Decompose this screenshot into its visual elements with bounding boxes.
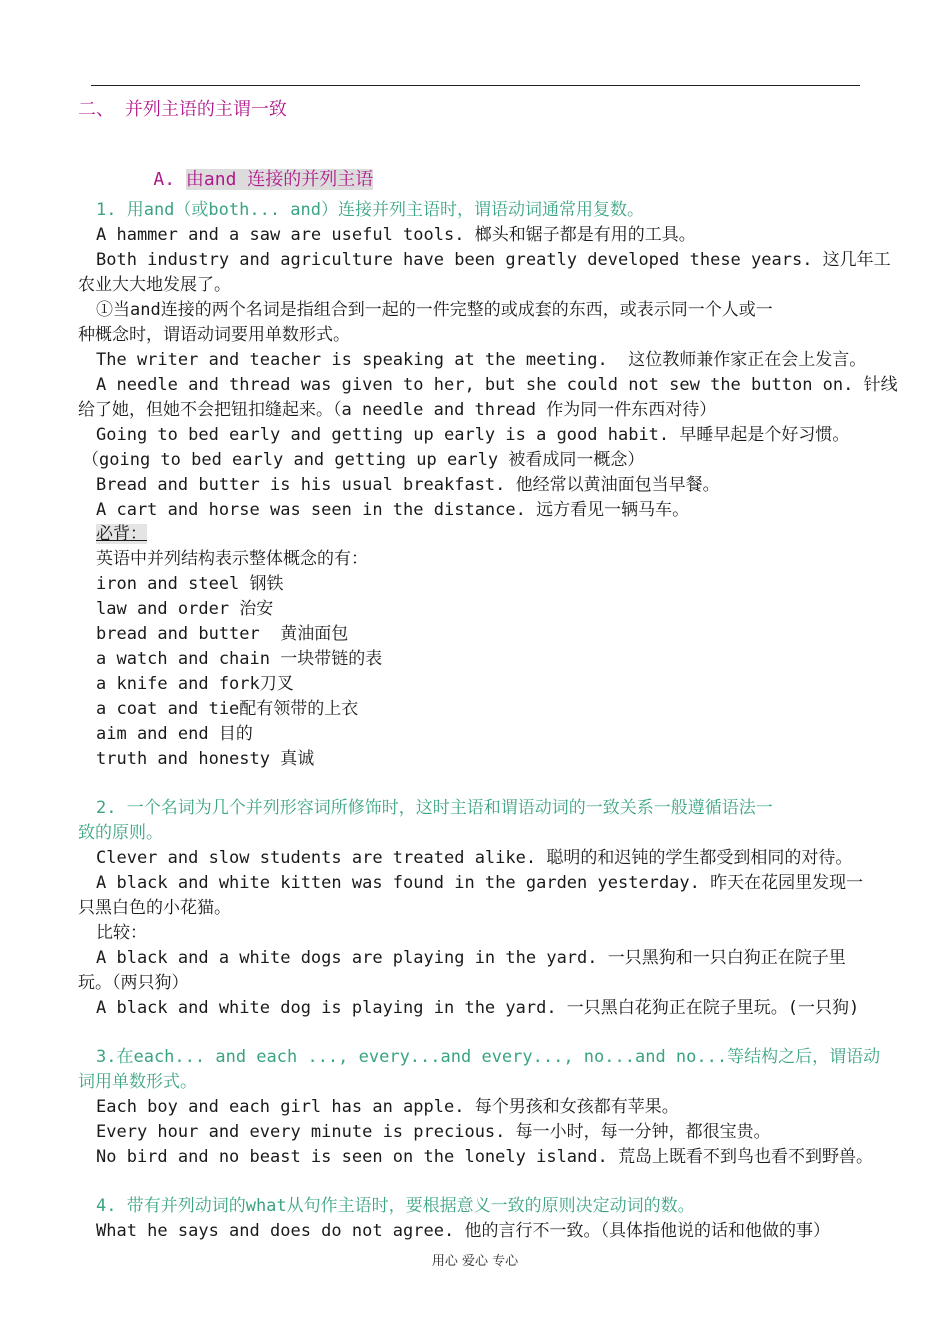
text-line: 致的原则。	[78, 823, 163, 843]
subsection-title: 由and 连接的并列主语	[185, 169, 374, 190]
text-line: 只黑白色的小花猫。	[78, 898, 231, 918]
text-line: 3.在each... and each ..., every...and every..., no...and no...等结构之后，谓语动	[96, 1047, 881, 1067]
subsection-label: A.	[153, 169, 176, 190]
text-line: 2. 一个名词为几个并列形容词所修饰时，这时主语和谓语动词的一致关系一般遵循语法一	[96, 798, 773, 818]
text-line: 给了她，但她不会把钮扣缝起来。（a needle and thread 作为同一件东西对待）	[78, 400, 717, 420]
text-line: 1. 用and（或both... and）连接并列主语时，谓语动词通常用复数。	[96, 200, 644, 220]
text-line: No bird and no beast is seen on the lonely island. 荒岛上既看不到鸟也看不到野兽。	[96, 1147, 873, 1167]
text-line: A cart and horse was seen in the distance. 远方看见一辆马车。	[96, 500, 690, 520]
text-line: ①当and连接的两个名词是指组合到一起的一件完整的或成套的东西，或表示同一个人或一	[96, 300, 773, 320]
text-line: 比较：	[96, 923, 147, 943]
text-line: 农业大大地发展了。	[78, 275, 231, 295]
page-footer: 用心 爱心 专心	[431, 1254, 519, 1269]
text-line: 词用单数形式。	[78, 1072, 197, 1092]
text-line: Bread and butter is his usual breakfast. 他经常以黄油面包当早餐。	[96, 475, 720, 495]
text-line: 4. 带有并列动词的what从句作主语时，要根据意义一致的原则决定动词的数。	[96, 1196, 695, 1216]
text-line: A hammer and a saw are useful tools. 榔头和锯子都是有用的工具。	[96, 225, 696, 245]
must-recite-text: 必背：	[96, 524, 147, 544]
text-line: Each boy and each girl has an apple. 每个男孩和女孩都有苹果。	[96, 1097, 679, 1117]
text-line: A black and white dog is playing in the yard. 一只黑白花狗正在院子里玩。(一只狗)	[96, 998, 860, 1018]
text-line: 玩。（两只狗）	[78, 973, 189, 993]
text-line: （going to bed early and getting up early 被看成同一概念）	[82, 450, 645, 470]
text-line: Going to bed early and getting up early is a good habit. 早睡早起是个好习惯。	[96, 425, 850, 445]
text-line: bread and butter 黄油面包	[96, 624, 349, 644]
text-line: The writer and teacher is speaking at the meeting. 这位教师兼作家正在会上发言。	[96, 350, 867, 370]
text-line: aim and end 目的	[96, 724, 253, 744]
text-line: iron and steel 钢铁	[96, 574, 284, 594]
text-line: Clever and slow students are treated alike. 聪明的和迟钝的学生都受到相同的对待。	[96, 848, 853, 868]
text-line: truth and honesty 真诚	[96, 749, 315, 769]
text-line: a knife and fork刀叉	[96, 674, 294, 694]
section-title: 二、 并列主语的主谓一致	[78, 99, 287, 120]
text-line: 种概念时，谓语动词要用单数形式。	[78, 325, 350, 345]
header-rule	[91, 85, 860, 86]
text-line: Every hour and every minute is precious. 每一小时，每一分钟，都很宝贵。	[96, 1122, 771, 1142]
text-line: law and order 治安	[96, 599, 274, 619]
text-line: What he says and does do not agree. 他的言行不一致。（具体指他说的话和他做的事）	[96, 1221, 830, 1241]
text-line: A black and white kitten was found in the garden yesterday. 昨天在花园里发现一	[96, 873, 864, 893]
text-line: 英语中并列结构表示整体概念的有：	[96, 549, 368, 569]
must-recite-label	[96, 524, 147, 544]
text-line: A black and a white dogs are playing in the yard. 一只黑狗和一只白狗正在院子里	[96, 948, 846, 968]
text-line: A needle and thread was given to her, but she could not sew the button on. 针线	[96, 375, 898, 395]
text-line: a coat and tie配有领带的上衣	[96, 699, 359, 719]
text-line: Both industry and agriculture have been greatly developed these years. 这几年工	[96, 250, 891, 270]
text-line: a watch and chain 一块带链的表	[96, 649, 383, 669]
